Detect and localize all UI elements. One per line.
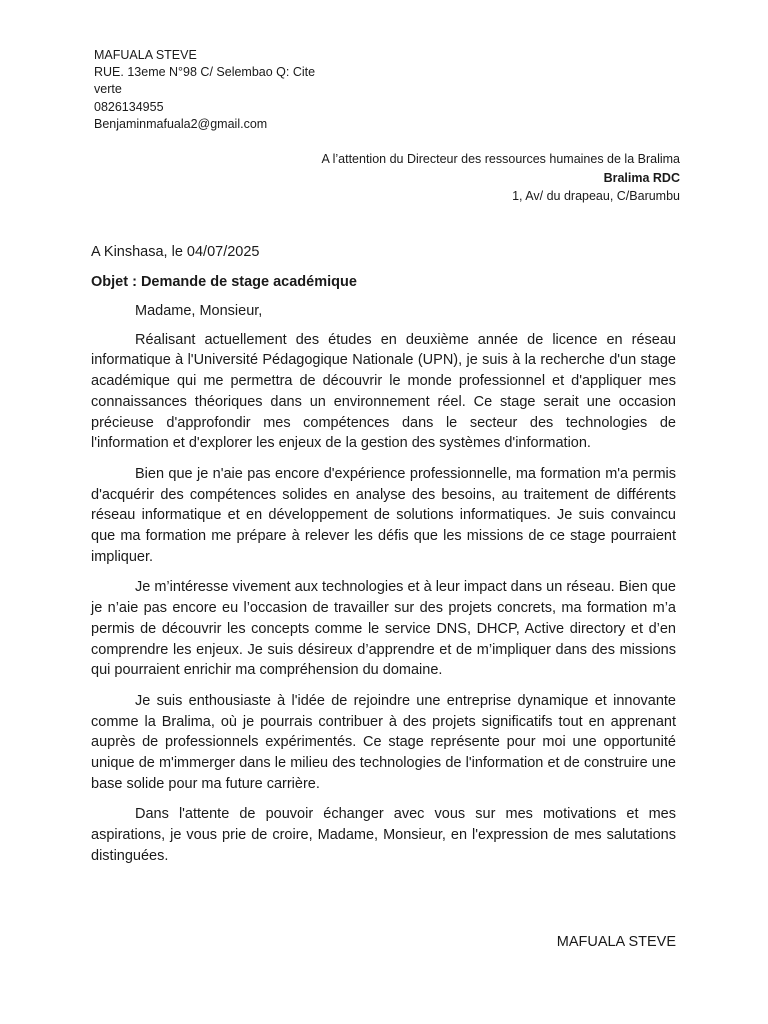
body-paragraph-2: Bien que je n'aie pas encore d'expérience professionnelle, ma formation m'a permis d'acquérir des compétences solides en analyse des besoins, au traitement de différents réseau informatique et en développement de solutions informatiques. Je suis convaincu que ma formation me prépare à relever les défis que les missions de ce stage pourraient impliquer.	[91, 465, 676, 565]
letter-subject: Objet : Demande de stage académique	[91, 274, 357, 290]
sender-block	[94, 47, 334, 133]
recipient-address: 1, Av/ du drapeau, C/Barumbu	[512, 189, 680, 203]
recipient-company: Bralima RDC	[603, 170, 680, 185]
recipient-attention: A l’attention du Directeur des ressources humaines de la Bralima	[321, 152, 680, 166]
sender-address-line1: RUE. 13eme N°98 C/ Selembao Q: Cite	[94, 65, 316, 80]
place-and-date: A Kinshasa, le 04/07/2025	[91, 244, 260, 260]
signature-name: MAFUALA STEVE	[556, 934, 676, 950]
body-paragraph-5: Dans l'attente de pouvoir échanger avec vous sur mes motivations et mes aspirations, je vous prie de croire, Madame, Monsieur, en l'expression de mes salutations distinguées.	[91, 806, 676, 864]
sender-name: MAFUALA STEVE	[94, 48, 197, 62]
body-paragraph-1: Réalisant actuellement des études en deuxième année de licence en réseau informatique à l'Université Pédagogique Nationale (UPN), je suis à la recherche d'un stage académique qui me permettra de découvrir le monde professionnel et d'appliquer mes connaissances théoriques dans un environnement réel. Ce stage serait une occasion précieuse d'approfondir mes compétences dans le secteur des technologies de l'information et d'explorer les enjeux de la gestion des systèmes d'information.	[91, 331, 676, 452]
sender-email: Benjaminmafuala2@gmail.com	[94, 116, 268, 131]
salutation: Madame, Monsieur,	[135, 303, 263, 319]
body-paragraph-4: Je suis enthousiaste à l'idée de rejoindre une entreprise dynamique et innovante comme la Bralima, où je pourrais contribuer à des projets significatifs tout en apprenant auprès de professionnels expérimentés. Ce stage représente pour moi une opportunité unique de m'immerger dans le milieu des technologies de l'information et de construire une base solide pour ma future carrière.	[91, 692, 676, 792]
letter-body	[91, 301, 676, 877]
body-paragraph-3: Je m’intéresse vivement aux technologies et à leur impact dans un réseau. Bien que je n’aie pas encore eu l’occasion de travailler sur des projets concrets, ma formation m’a permis de découvrir les concepts comme le service DNS, DHCP, Active directory et d’en comprendre les enjeux. Je suis désireux d’apprendre et de m’impliquer dans des missions qui pourraient enrichir ma compréhension du domaine.	[91, 579, 676, 679]
sender-address-line2: verte	[94, 82, 122, 97]
sender-phone: 0826134955	[94, 99, 164, 114]
recipient-block	[260, 150, 680, 206]
